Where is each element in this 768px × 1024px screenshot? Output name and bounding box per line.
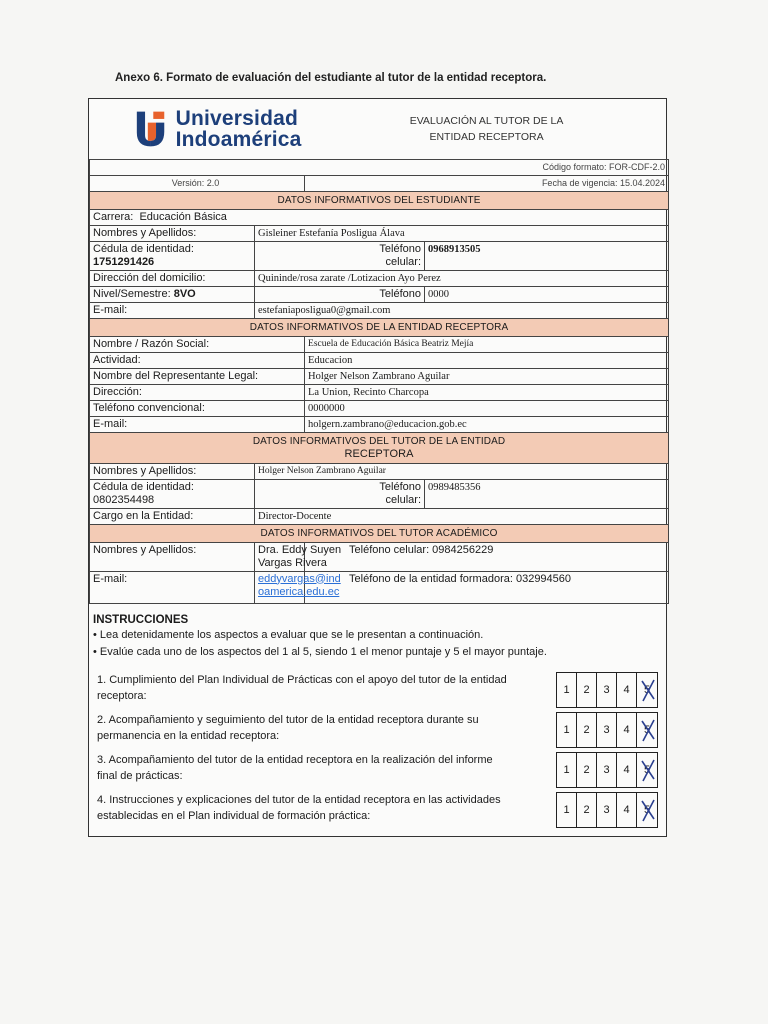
tutor-role-value: Director-Docente: [255, 508, 669, 524]
tutor-name-value: Holger Nelson Zambrano Aguilar: [255, 463, 669, 479]
rating-option-1[interactable]: [557, 753, 577, 787]
level-cell: [90, 286, 255, 302]
rating-option-4[interactable]: [617, 793, 637, 827]
tutor-phone-value: 0989485356: [425, 479, 669, 508]
level-value: 8VO: [173, 287, 196, 300]
question-row: [93, 792, 662, 832]
rating-option-1[interactable]: [557, 673, 577, 707]
rating-scale[interactable]: [556, 752, 658, 788]
entity-value: Escuela de Educación Básica Beatriz Mejía: [305, 336, 669, 352]
academic-name-cell: [255, 542, 342, 571]
rating-option-4[interactable]: [617, 753, 637, 787]
entity-value: Educacion: [305, 352, 669, 368]
evaluation-form: [88, 98, 667, 837]
rating-option-label: 5: [643, 723, 651, 736]
address-value: Quininde/rosa zarate /Lotizacion Ayo Perez: [255, 270, 669, 286]
tutor-entity-section-header: [90, 432, 669, 463]
rating-option-1[interactable]: [557, 793, 577, 827]
form-title-line1: EVALUACIÓN AL TUTOR DE LA: [409, 114, 564, 127]
student-phone2-value: 0000: [425, 286, 669, 302]
question-line1: 2. Acompañamiento y seguimiento del tutor de la entidad receptora durante su: [97, 713, 479, 726]
checkmark-x-icon: [639, 677, 657, 703]
rating-option-5[interactable]: [637, 673, 657, 707]
student-email-value: estefaniaposligua0@gmail.com: [255, 302, 669, 318]
rating-option-label: 4: [623, 803, 630, 816]
instructions-line-2: • Evalúe cada uno de los aspectos del 1 al 5, siendo 1 el menor puntaje y 5 el mayor puntaje.: [93, 645, 547, 658]
student-phone-label-2: celular:: [385, 255, 422, 268]
rating-option-label: 3: [603, 683, 610, 696]
rating-option-label: 5: [643, 763, 651, 776]
rating-option-2[interactable]: [577, 713, 597, 747]
rating-option-label: 3: [603, 723, 610, 736]
rating-option-4[interactable]: [617, 673, 637, 707]
academic-entity-phone: Teléfono de la entidad formadora: 032994560: [305, 571, 669, 603]
rating-option-label: 3: [603, 803, 610, 816]
rating-option-2[interactable]: [577, 673, 597, 707]
version: Versión: 2.0: [90, 175, 305, 191]
academic-section-header: DATOS INFORMATIVOS DEL TUTOR ACADÉMICO: [90, 524, 669, 542]
rating-option-3[interactable]: [597, 713, 617, 747]
entity-label: Nombre del Representante Legal:: [90, 368, 305, 384]
entity-value: Holger Nelson Zambrano Aguilar: [305, 368, 669, 384]
question-row: [93, 712, 662, 752]
question-line2: permanencia en la entidad receptora:: [97, 729, 280, 742]
rating-option-3[interactable]: [597, 793, 617, 827]
checkmark-x-icon: [639, 717, 657, 743]
student-id-cell: [90, 241, 255, 270]
academic-email-cell[interactable]: [255, 571, 341, 603]
tutor-entity-section-line2: RECEPTORA: [344, 447, 414, 460]
university-logo-icon: [135, 108, 166, 150]
academic-name-label: Nombres y Apellidos:: [90, 542, 255, 571]
rating-option-label: 3: [603, 763, 610, 776]
rating-scale[interactable]: [556, 672, 658, 708]
career-row: [90, 209, 669, 225]
student-email-label: E-mail:: [90, 302, 255, 318]
tutor-phone-label-1: Teléfono: [379, 480, 422, 493]
career-label: Carrera:: [93, 210, 134, 223]
tutor-id-cell: [90, 479, 255, 508]
form-title-cell: [305, 99, 669, 159]
question-text: [97, 752, 547, 784]
student-id-value: 1751291426: [93, 255, 155, 268]
entity-section-header: DATOS INFORMATIVOS DE LA ENTIDAD RECEPTORA: [90, 318, 669, 336]
rating-option-label: 2: [583, 803, 590, 816]
checkmark-x-icon: [639, 797, 657, 823]
rating-option-1[interactable]: [557, 713, 577, 747]
academic-phone: Teléfono celular: 0984256229: [305, 542, 669, 571]
student-phone-value: 0968913505: [425, 241, 669, 270]
validity-date: Fecha de vigencia: 15.04.2024: [305, 175, 669, 191]
entity-label: Dirección:: [90, 384, 305, 400]
instructions-heading: INSTRUCCIONES: [93, 613, 189, 626]
academic-email-line1[interactable]: eddyvargas@ind: [258, 572, 341, 585]
career-value: Educación Básica: [139, 210, 227, 223]
student-phone-label-cell: [255, 241, 425, 270]
question-line2: establecidas en el Plan individual de formación práctica:: [97, 809, 371, 822]
student-phone2-label: Teléfono: [255, 286, 425, 302]
entity-value: holgern.zambrano@educacion.gob.ec: [305, 416, 669, 432]
entity-value: La Union, Recinto Charcopa: [305, 384, 669, 400]
rating-option-5[interactable]: [637, 793, 657, 827]
tutor-role-label: Cargo en la Entidad:: [90, 508, 255, 524]
tutor-phone-label-cell: [255, 479, 425, 508]
tutor-id-value: 0802354498: [93, 493, 155, 506]
student-id-label: Cédula de identidad:: [93, 242, 194, 255]
academic-name-line2: Vargas Rivera: [258, 556, 327, 569]
rating-option-label: 2: [583, 683, 590, 696]
tutor-phone-label-2: celular:: [385, 493, 422, 506]
student-name-value: Gisleiner Estefanía Posligua Álava: [255, 225, 669, 241]
entity-label: Nombre / Razón Social:: [90, 336, 305, 352]
question-line1: 4. Instrucciones y explicaciones del tutor de la entidad receptora en las actividades: [97, 793, 501, 806]
student-section-header: DATOS INFORMATIVOS DEL ESTUDIANTE: [90, 191, 669, 209]
rating-option-label: 1: [563, 723, 570, 736]
address-label: Dirección del domicilio:: [90, 270, 255, 286]
rating-option-5[interactable]: [637, 753, 657, 787]
rating-option-label: 2: [583, 723, 590, 736]
academic-email-line2[interactable]: oamerica.edu.ec: [258, 585, 340, 598]
rating-option-label: 1: [563, 683, 570, 696]
entity-value: 0000000: [305, 400, 669, 416]
logo-text-line2: Indoamérica: [175, 127, 302, 151]
form-title-line2: ENTIDAD RECEPTORA: [429, 130, 544, 143]
student-phone-label-1: Teléfono: [379, 242, 422, 255]
tutor-name-label: Nombres y Apellidos:: [90, 463, 255, 479]
rating-option-label: 2: [583, 763, 590, 776]
rating-option-label: 1: [563, 803, 570, 816]
question-text: [97, 712, 547, 744]
question-row: [93, 752, 662, 792]
annex-title: Anexo 6. Formato de evaluación del estudiante al tutor de la entidad receptora.: [115, 72, 547, 84]
academic-name-line1: Dra. Eddy Suyen: [258, 543, 342, 556]
question-text: [97, 792, 547, 824]
student-name-label: Nombres y Apellidos:: [90, 225, 255, 241]
instructions-line-1: • Lea detenidamente los aspectos a evaluar que se le presentan a continuación.: [93, 628, 484, 641]
tutor-id-label: Cédula de identidad:: [93, 480, 194, 493]
rating-option-2[interactable]: [577, 793, 597, 827]
rating-scale[interactable]: [556, 712, 658, 748]
tutor-entity-section-line1: DATOS INFORMATIVOS DEL TUTOR DE LA ENTIDAD: [252, 435, 506, 447]
rating-option-label: 4: [623, 763, 630, 776]
rating-option-label: 1: [563, 763, 570, 776]
logo-text-line1: Universidad: [175, 106, 299, 130]
format-code: Código formato: FOR-CDF-2.0: [90, 159, 669, 175]
rating-option-label: 5: [643, 683, 651, 696]
entity-label: E-mail:: [90, 416, 305, 432]
level-label: Nivel/Semestre:: [93, 287, 171, 300]
entity-label: Actividad:: [90, 352, 305, 368]
question-line1: 1. Cumplimiento del Plan Individual de Prácticas con el apoyo del tutor de la entidad: [97, 673, 507, 686]
rating-option-3[interactable]: [597, 753, 617, 787]
question-line1: 3. Acompañamiento del tutor de la entidad receptora en la realización del informe: [97, 753, 493, 766]
question-text: [97, 672, 547, 704]
logo-cell: [90, 99, 305, 159]
checkmark-x-icon: [639, 757, 657, 783]
question-line2: receptora:: [97, 689, 147, 702]
academic-email-label: E-mail:: [90, 571, 255, 603]
rating-scale[interactable]: [556, 792, 658, 828]
rating-option-4[interactable]: [617, 713, 637, 747]
rating-option-label: 4: [623, 683, 630, 696]
entity-label: Teléfono convencional:: [90, 400, 305, 416]
question-line2: final de prácticas:: [97, 769, 183, 782]
rating-option-label: 4: [623, 723, 630, 736]
rating-option-5[interactable]: [637, 713, 657, 747]
instructions-block: [89, 604, 666, 836]
question-row: [93, 672, 662, 712]
rating-option-2[interactable]: [577, 753, 597, 787]
rating-option-3[interactable]: [597, 673, 617, 707]
rating-option-label: 5: [643, 803, 651, 816]
